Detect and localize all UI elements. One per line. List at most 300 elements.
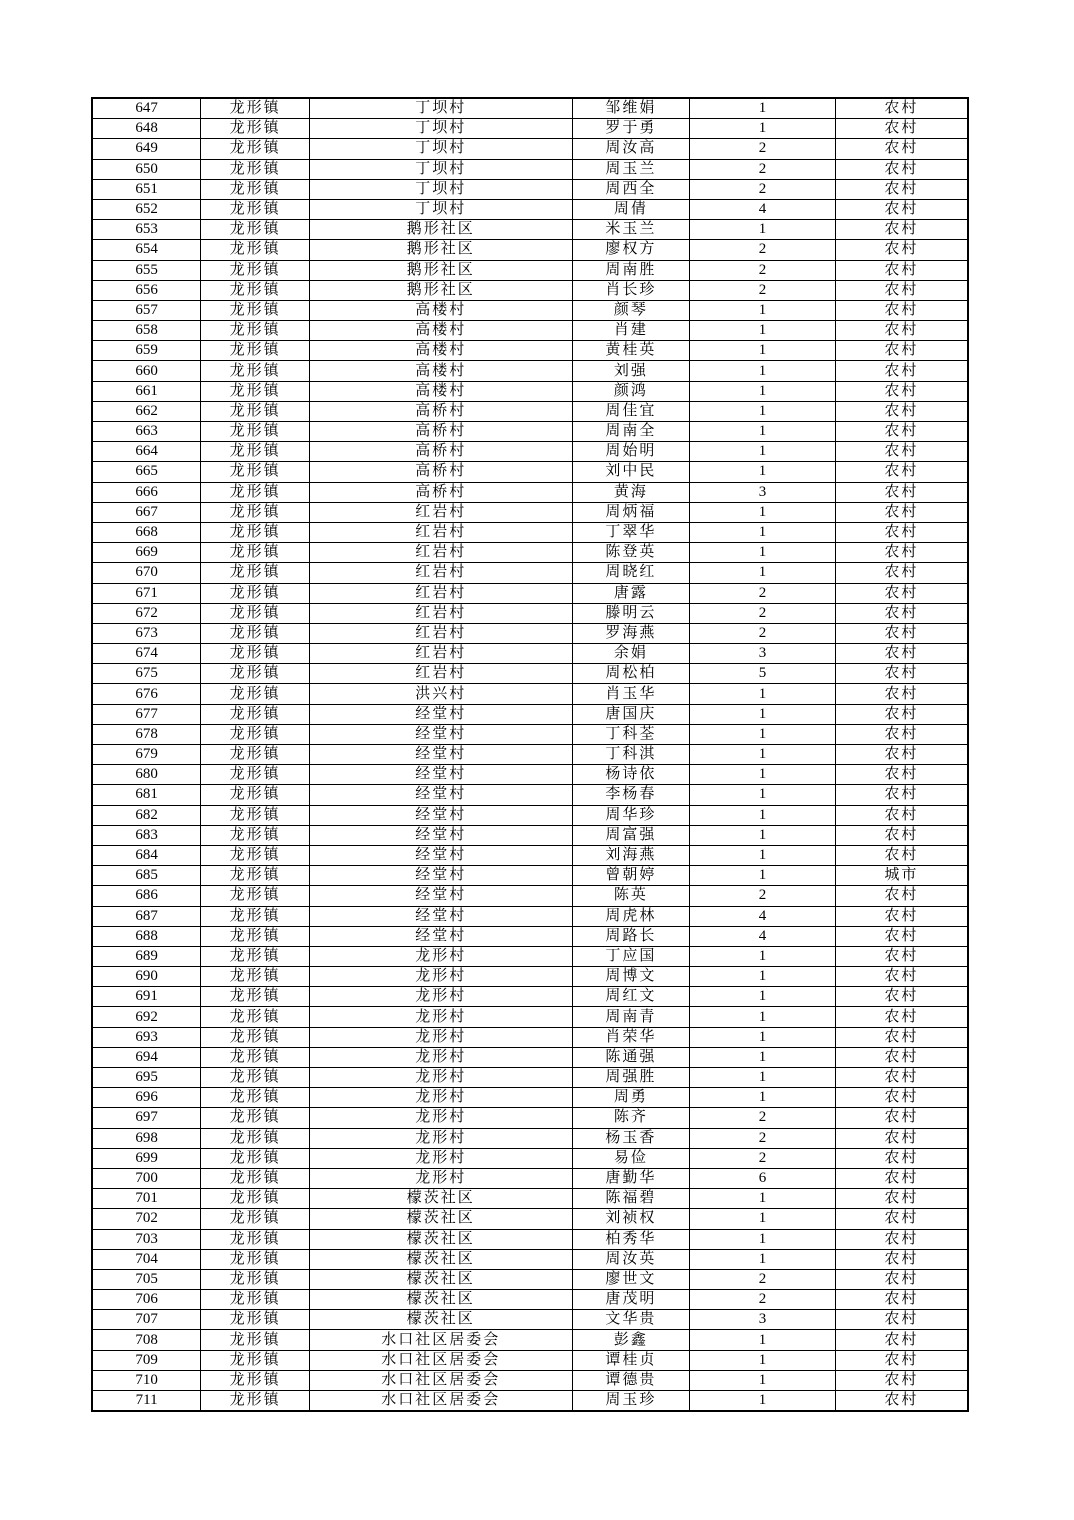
table-row: [92, 522, 968, 542]
table-row: [92, 1310, 968, 1330]
type-cell: 农村: [835, 361, 968, 381]
village-cell: 高桥村: [310, 422, 573, 442]
table-row: [92, 381, 968, 401]
village-cell: 丁坝村: [310, 159, 573, 179]
row-number-cell: 667: [92, 502, 201, 522]
name-cell: 谭桂贞: [572, 1350, 690, 1370]
row-number-cell: 665: [92, 462, 201, 482]
village-cell: 龙形村: [310, 1148, 573, 1168]
name-cell: 刘强: [572, 361, 690, 381]
row-number-cell: 690: [92, 967, 201, 987]
count-cell: 1: [690, 98, 836, 119]
row-number-cell: 654: [92, 240, 201, 260]
town-cell: 龙形镇: [201, 1229, 310, 1249]
count-cell: 1: [690, 442, 836, 462]
village-cell: 经堂村: [310, 704, 573, 724]
type-cell: 农村: [835, 623, 968, 643]
town-cell: 龙形镇: [201, 159, 310, 179]
table-row: [92, 785, 968, 805]
town-cell: 龙形镇: [201, 341, 310, 361]
type-cell: 农村: [835, 1350, 968, 1370]
table-row: [92, 260, 968, 280]
name-cell: 陈齐: [572, 1108, 690, 1128]
name-cell: 罗于勇: [572, 119, 690, 139]
count-cell: 1: [690, 805, 836, 825]
count-cell: 1: [690, 946, 836, 966]
name-cell: 丁应国: [572, 946, 690, 966]
row-number-cell: 686: [92, 886, 201, 906]
type-cell: 农村: [835, 644, 968, 664]
type-cell: 农村: [835, 401, 968, 421]
row-number-cell: 648: [92, 119, 201, 139]
name-cell: 唐勤华: [572, 1168, 690, 1188]
table-row: [92, 1330, 968, 1350]
row-number-cell: 682: [92, 805, 201, 825]
town-cell: 龙形镇: [201, 684, 310, 704]
village-cell: 经堂村: [310, 765, 573, 785]
name-cell: 周汝高: [572, 139, 690, 159]
type-cell: 农村: [835, 664, 968, 684]
row-number-cell: 661: [92, 381, 201, 401]
row-number-cell: 685: [92, 866, 201, 886]
row-number-cell: 693: [92, 1027, 201, 1047]
town-cell: 龙形镇: [201, 805, 310, 825]
village-cell: 龙形村: [310, 1068, 573, 1088]
name-cell: 杨玉香: [572, 1128, 690, 1148]
count-cell: 1: [690, 1229, 836, 1249]
village-cell: 经堂村: [310, 805, 573, 825]
village-cell: 龙形村: [310, 967, 573, 987]
type-cell: 农村: [835, 1189, 968, 1209]
village-cell: 丁坝村: [310, 199, 573, 219]
name-cell: 谭德贵: [572, 1370, 690, 1390]
table-row: [92, 1189, 968, 1209]
count-cell: 3: [690, 482, 836, 502]
village-cell: 洪兴村: [310, 684, 573, 704]
type-cell: 农村: [835, 805, 968, 825]
row-number-cell: 675: [92, 664, 201, 684]
town-cell: 龙形镇: [201, 442, 310, 462]
count-cell: 2: [690, 583, 836, 603]
type-cell: 农村: [835, 583, 968, 603]
town-cell: 龙形镇: [201, 220, 310, 240]
name-cell: 周炳福: [572, 502, 690, 522]
table-row: [92, 543, 968, 563]
table-row: [92, 1148, 968, 1168]
count-cell: 1: [690, 1047, 836, 1067]
name-cell: 柏秀华: [572, 1229, 690, 1249]
town-cell: 龙形镇: [201, 502, 310, 522]
village-cell: 鹅形社区: [310, 220, 573, 240]
type-cell: 农村: [835, 1370, 968, 1390]
table-row: [92, 603, 968, 623]
count-cell: 3: [690, 1310, 836, 1330]
row-number-cell: 662: [92, 401, 201, 421]
town-cell: 龙形镇: [201, 745, 310, 765]
town-cell: 龙形镇: [201, 926, 310, 946]
table-row: [92, 644, 968, 664]
village-cell: 檬茨社区: [310, 1269, 573, 1289]
name-cell: 周玉珍: [572, 1391, 690, 1412]
village-cell: 丁坝村: [310, 139, 573, 159]
name-cell: 文华贵: [572, 1310, 690, 1330]
town-cell: 龙形镇: [201, 825, 310, 845]
town-cell: 龙形镇: [201, 1168, 310, 1188]
village-cell: 檬茨社区: [310, 1310, 573, 1330]
row-number-cell: 696: [92, 1088, 201, 1108]
name-cell: 肖荣华: [572, 1027, 690, 1047]
name-cell: 周玉兰: [572, 159, 690, 179]
table-row: [92, 1249, 968, 1269]
count-cell: 1: [690, 563, 836, 583]
count-cell: 1: [690, 522, 836, 542]
village-cell: 高桥村: [310, 442, 573, 462]
table-row: [92, 946, 968, 966]
town-cell: 龙形镇: [201, 482, 310, 502]
type-cell: 农村: [835, 240, 968, 260]
table-row: [92, 401, 968, 421]
town-cell: 龙形镇: [201, 967, 310, 987]
row-number-cell: 684: [92, 845, 201, 865]
row-number-cell: 700: [92, 1168, 201, 1188]
village-cell: 鹅形社区: [310, 240, 573, 260]
row-number-cell: 694: [92, 1047, 201, 1067]
count-cell: 1: [690, 1027, 836, 1047]
count-cell: 2: [690, 240, 836, 260]
town-cell: 龙形镇: [201, 583, 310, 603]
town-cell: 龙形镇: [201, 1128, 310, 1148]
row-number-cell: 687: [92, 906, 201, 926]
table-row: [92, 1269, 968, 1289]
row-number-cell: 681: [92, 785, 201, 805]
count-cell: 1: [690, 845, 836, 865]
count-cell: 2: [690, 159, 836, 179]
town-cell: 龙形镇: [201, 1209, 310, 1229]
village-cell: 鹅形社区: [310, 260, 573, 280]
count-cell: 1: [690, 987, 836, 1007]
name-cell: 滕明云: [572, 603, 690, 623]
table-row: [92, 159, 968, 179]
town-cell: 龙形镇: [201, 664, 310, 684]
row-number-cell: 650: [92, 159, 201, 179]
town-cell: 龙形镇: [201, 886, 310, 906]
row-number-cell: 683: [92, 825, 201, 845]
table-row: [92, 220, 968, 240]
table-row: [92, 583, 968, 603]
row-number-cell: 672: [92, 603, 201, 623]
name-cell: 彭鑫: [572, 1330, 690, 1350]
count-cell: 1: [690, 1007, 836, 1027]
village-cell: 高桥村: [310, 462, 573, 482]
row-number-cell: 658: [92, 321, 201, 341]
row-number-cell: 673: [92, 623, 201, 643]
type-cell: 农村: [835, 1391, 968, 1412]
table-row: [92, 300, 968, 320]
village-cell: 红岩村: [310, 502, 573, 522]
type-cell: 农村: [835, 381, 968, 401]
name-cell: 廖权方: [572, 240, 690, 260]
name-cell: 罗海燕: [572, 623, 690, 643]
village-cell: 龙形村: [310, 1168, 573, 1188]
name-cell: 陈登英: [572, 543, 690, 563]
village-cell: 龙形村: [310, 1027, 573, 1047]
town-cell: 龙形镇: [201, 1027, 310, 1047]
table-row: [92, 1391, 968, 1412]
name-cell: 周晓红: [572, 563, 690, 583]
name-cell: 陈英: [572, 886, 690, 906]
name-cell: 周富强: [572, 825, 690, 845]
name-cell: 余娟: [572, 644, 690, 664]
town-cell: 龙形镇: [201, 240, 310, 260]
village-cell: 经堂村: [310, 724, 573, 744]
count-cell: 1: [690, 401, 836, 421]
count-cell: 1: [690, 462, 836, 482]
village-cell: 高楼村: [310, 321, 573, 341]
type-cell: 农村: [835, 442, 968, 462]
type-cell: 农村: [835, 825, 968, 845]
row-number-cell: 679: [92, 745, 201, 765]
row-number-cell: 680: [92, 765, 201, 785]
row-number-cell: 660: [92, 361, 201, 381]
count-cell: 5: [690, 664, 836, 684]
town-cell: 龙形镇: [201, 522, 310, 542]
table-row: [92, 664, 968, 684]
town-cell: 龙形镇: [201, 1088, 310, 1108]
name-cell: 颜鸿: [572, 381, 690, 401]
name-cell: 丁科淇: [572, 745, 690, 765]
table-row: [92, 724, 968, 744]
type-cell: 农村: [835, 1088, 968, 1108]
village-cell: 红岩村: [310, 603, 573, 623]
table-row: [92, 199, 968, 219]
count-cell: 1: [690, 300, 836, 320]
count-cell: 1: [690, 1370, 836, 1390]
village-cell: 龙形村: [310, 987, 573, 1007]
type-cell: 农村: [835, 684, 968, 704]
row-number-cell: 704: [92, 1249, 201, 1269]
count-cell: 2: [690, 886, 836, 906]
row-number-cell: 710: [92, 1370, 201, 1390]
town-cell: 龙形镇: [201, 845, 310, 865]
name-cell: 陈通强: [572, 1047, 690, 1067]
count-cell: 2: [690, 179, 836, 199]
count-cell: 1: [690, 341, 836, 361]
village-cell: 龙形村: [310, 946, 573, 966]
type-cell: 农村: [835, 845, 968, 865]
type-cell: 农村: [835, 1209, 968, 1229]
village-cell: 水口社区居委会: [310, 1350, 573, 1370]
type-cell: 农村: [835, 946, 968, 966]
town-cell: 龙形镇: [201, 119, 310, 139]
type-cell: 农村: [835, 1168, 968, 1188]
table-row: [92, 1290, 968, 1310]
row-number-cell: 706: [92, 1290, 201, 1310]
village-cell: 高楼村: [310, 381, 573, 401]
village-cell: 水口社区居委会: [310, 1391, 573, 1412]
count-cell: 2: [690, 1269, 836, 1289]
count-cell: 1: [690, 1088, 836, 1108]
row-number-cell: 659: [92, 341, 201, 361]
count-cell: 2: [690, 1148, 836, 1168]
type-cell: 农村: [835, 1330, 968, 1350]
count-cell: 2: [690, 623, 836, 643]
table-row: [92, 341, 968, 361]
table-row: [92, 866, 968, 886]
name-cell: 周南全: [572, 422, 690, 442]
count-cell: 1: [690, 422, 836, 442]
name-cell: 唐茂明: [572, 1290, 690, 1310]
type-cell: 农村: [835, 543, 968, 563]
row-number-cell: 698: [92, 1128, 201, 1148]
village-cell: 檬茨社区: [310, 1229, 573, 1249]
town-cell: 龙形镇: [201, 987, 310, 1007]
count-cell: 1: [690, 765, 836, 785]
name-cell: 周倩: [572, 199, 690, 219]
table-row: [92, 1007, 968, 1027]
town-cell: 龙形镇: [201, 1370, 310, 1390]
row-number-cell: 655: [92, 260, 201, 280]
table-row: [92, 1088, 968, 1108]
town-cell: 龙形镇: [201, 280, 310, 300]
table-row: [92, 1229, 968, 1249]
town-cell: 龙形镇: [201, 321, 310, 341]
table-row: [92, 825, 968, 845]
village-cell: 檬茨社区: [310, 1189, 573, 1209]
village-cell: 高桥村: [310, 401, 573, 421]
count-cell: 1: [690, 1189, 836, 1209]
type-cell: 农村: [835, 422, 968, 442]
name-cell: 周强胜: [572, 1068, 690, 1088]
name-cell: 周佳宜: [572, 401, 690, 421]
type-cell: 农村: [835, 159, 968, 179]
table-row: [92, 845, 968, 865]
row-number-cell: 689: [92, 946, 201, 966]
town-cell: 龙形镇: [201, 866, 310, 886]
town-cell: 龙形镇: [201, 563, 310, 583]
type-cell: 农村: [835, 1027, 968, 1047]
count-cell: 1: [690, 704, 836, 724]
town-cell: 龙形镇: [201, 724, 310, 744]
table-row: [92, 967, 968, 987]
count-cell: 1: [690, 745, 836, 765]
table-row: [92, 119, 968, 139]
type-cell: 农村: [835, 987, 968, 1007]
name-cell: 丁科荃: [572, 724, 690, 744]
roster-table: [91, 97, 969, 1412]
type-cell: 农村: [835, 1229, 968, 1249]
town-cell: 龙形镇: [201, 1249, 310, 1269]
village-cell: 红岩村: [310, 623, 573, 643]
name-cell: 刘祯权: [572, 1209, 690, 1229]
town-cell: 龙形镇: [201, 361, 310, 381]
type-cell: 农村: [835, 482, 968, 502]
count-cell: 2: [690, 280, 836, 300]
table-row: [92, 502, 968, 522]
row-number-cell: 677: [92, 704, 201, 724]
count-cell: 4: [690, 199, 836, 219]
type-cell: 农村: [835, 220, 968, 240]
village-cell: 经堂村: [310, 785, 573, 805]
village-cell: 经堂村: [310, 745, 573, 765]
type-cell: 农村: [835, 967, 968, 987]
name-cell: 周华珍: [572, 805, 690, 825]
name-cell: 肖建: [572, 321, 690, 341]
type-cell: 农村: [835, 1128, 968, 1148]
count-cell: 1: [690, 1209, 836, 1229]
village-cell: 高桥村: [310, 482, 573, 502]
count-cell: 2: [690, 603, 836, 623]
type-cell: 农村: [835, 745, 968, 765]
table-row: [92, 563, 968, 583]
row-number-cell: 670: [92, 563, 201, 583]
count-cell: 1: [690, 1391, 836, 1412]
table-row: [92, 1209, 968, 1229]
type-cell: 城市: [835, 866, 968, 886]
table-row: [92, 745, 968, 765]
town-cell: 龙形镇: [201, 260, 310, 280]
count-cell: 1: [690, 1068, 836, 1088]
row-number-cell: 651: [92, 179, 201, 199]
town-cell: 龙形镇: [201, 1108, 310, 1128]
count-cell: 1: [690, 1330, 836, 1350]
type-cell: 农村: [835, 522, 968, 542]
name-cell: 颜琴: [572, 300, 690, 320]
town-cell: 龙形镇: [201, 381, 310, 401]
village-cell: 丁坝村: [310, 119, 573, 139]
name-cell: 廖世文: [572, 1269, 690, 1289]
table-row: [92, 926, 968, 946]
table-row: [92, 1168, 968, 1188]
count-cell: 2: [690, 139, 836, 159]
count-cell: 1: [690, 724, 836, 744]
village-cell: 水口社区居委会: [310, 1330, 573, 1350]
town-cell: 龙形镇: [201, 603, 310, 623]
count-cell: 1: [690, 361, 836, 381]
type-cell: 农村: [835, 886, 968, 906]
type-cell: 农村: [835, 139, 968, 159]
name-cell: 唐露: [572, 583, 690, 603]
count-cell: 6: [690, 1168, 836, 1188]
town-cell: 龙形镇: [201, 1330, 310, 1350]
village-cell: 高楼村: [310, 300, 573, 320]
village-cell: 红岩村: [310, 522, 573, 542]
town-cell: 龙形镇: [201, 462, 310, 482]
name-cell: 周红文: [572, 987, 690, 1007]
village-cell: 经堂村: [310, 906, 573, 926]
town-cell: 龙形镇: [201, 765, 310, 785]
row-number-cell: 657: [92, 300, 201, 320]
village-cell: 丁坝村: [310, 179, 573, 199]
town-cell: 龙形镇: [201, 704, 310, 724]
type-cell: 农村: [835, 341, 968, 361]
town-cell: 龙形镇: [201, 1350, 310, 1370]
table-row: [92, 805, 968, 825]
town-cell: 龙形镇: [201, 98, 310, 119]
type-cell: 农村: [835, 603, 968, 623]
table-row: [92, 765, 968, 785]
count-cell: 1: [690, 381, 836, 401]
name-cell: 周南青: [572, 1007, 690, 1027]
table-row: [92, 139, 968, 159]
row-number-cell: 703: [92, 1229, 201, 1249]
table-row: [92, 1068, 968, 1088]
table-row: [92, 321, 968, 341]
type-cell: 农村: [835, 1249, 968, 1269]
table-row: [92, 1027, 968, 1047]
village-cell: 红岩村: [310, 583, 573, 603]
table-row: [92, 1108, 968, 1128]
row-number-cell: 674: [92, 644, 201, 664]
